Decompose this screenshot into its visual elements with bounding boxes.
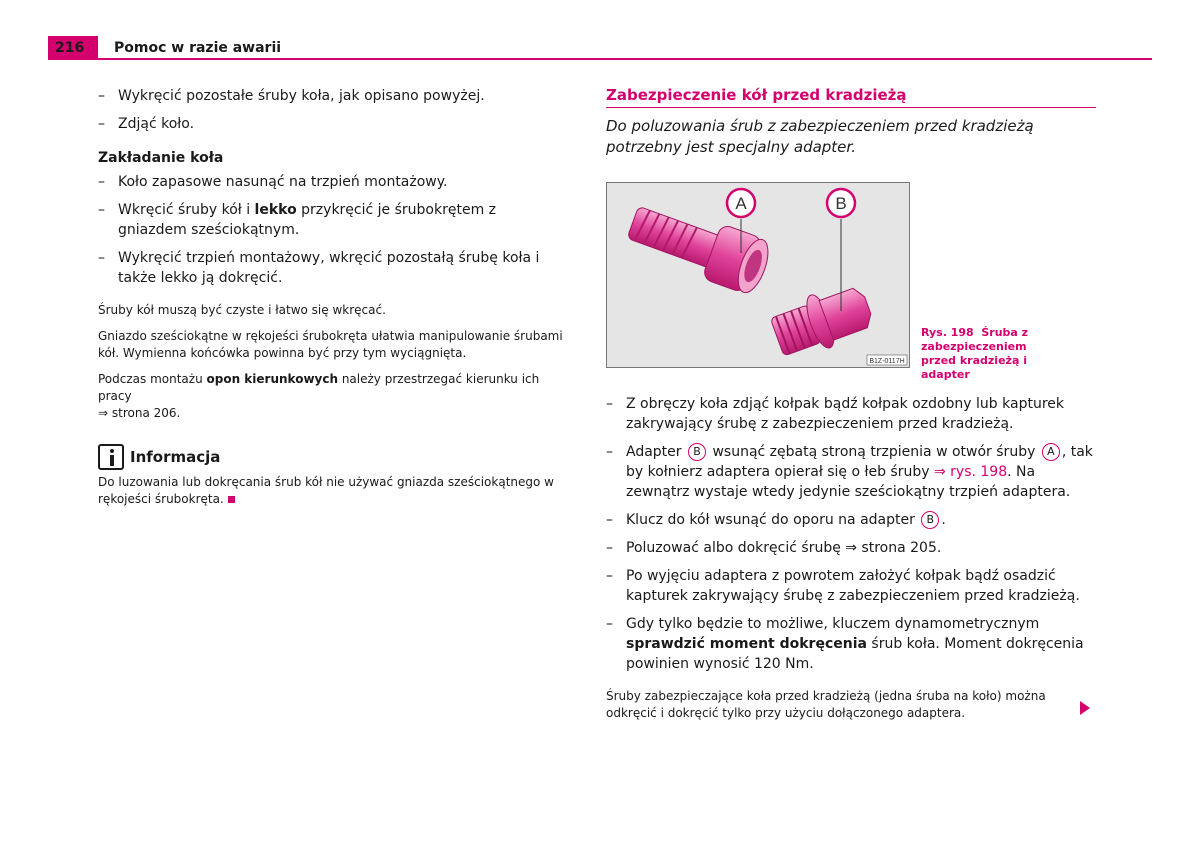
note-paragraph: Gniazdo sześciokątne w rękojeści śrubokręta ułatwia manipulowanie śrubami kół. Wymienna końcówka powinna być przy tym wyciągnięta. — [98, 329, 563, 360]
label-b-inline: B — [688, 443, 706, 461]
list-item: – Koło zapasowe nasunąć na trzpień montażowy. — [98, 174, 448, 190]
figure-image — [606, 182, 910, 368]
footer-note: Śruby zabezpieczające koła przed kradzieżą (jedna śruba na koło) można odkręcić i dokręcić tylko przy użyciu dołączonego adaptera. — [606, 689, 1046, 720]
note-paragraph: Śruby kół muszą być czyste i łatwo się wkręcać. — [98, 303, 386, 317]
info-box — [98, 444, 568, 508]
figure-reference-link[interactable]: ⇒ rys. 198 — [933, 464, 1008, 480]
label-a-inline: A — [1042, 443, 1060, 461]
section-title: Pomoc w razie awarii — [114, 40, 282, 56]
label-a-text: A — [735, 194, 747, 213]
left-column — [98, 86, 568, 517]
list-item: – Adapter B wsunąć zębatą stroną trzpienia w otwór śruby A , tak by kołnierz adaptera opierał się o łeb śruby ⇒ rys. 198. Na zewnątrz wystaje wtedy jedynie sześciokątny trzpień adaptera. — [606, 444, 1093, 500]
list-item: – Klucz do kół wsunąć do oporu na adapter B . — [606, 512, 946, 528]
procedure-list — [606, 394, 1096, 674]
label-b-inline: B — [921, 511, 939, 529]
header-rule — [48, 58, 1152, 60]
figure-code: B1Z-0117H — [869, 358, 905, 365]
figure — [606, 182, 1096, 381]
end-of-section-icon — [228, 496, 235, 503]
info-icon — [98, 444, 124, 470]
bolt-adapter-illustration — [607, 183, 909, 367]
section-heading: Zabezpieczenie kół przed kradzieżą — [606, 86, 1096, 108]
list-item: – Poluzować albo dokręcić śrubę ⇒ strona 205. — [606, 540, 942, 556]
continue-arrow-icon[interactable] — [1080, 701, 1090, 715]
page-number: 216 — [55, 40, 85, 56]
list-item: – Z obręczy koła zdjąć kołpak bądź kołpak ozdobny lub kapturek zakrywający śrubę z zabezpieczeniem przed kradzieżą. — [606, 396, 1064, 432]
lead-paragraph: Do poluzowania śrub z zabezpieczeniem przed kradzieżą potrzebny jest specjalny adapter. — [606, 117, 1034, 156]
info-title: Informacja — [130, 448, 221, 466]
list-item: – Wykręcić trzpień montażowy, wkręcić pozostałą śrubę koła i także lekko ją dokręcić. — [98, 250, 540, 286]
figure-caption: Rys. 198 Śruba z zabezpieczeniem przed kradzieżą i adapter — [921, 326, 1029, 381]
info-text: Do luzowania lub dokręcania śrub kół nie używać gniazda sześciokątnego w rękojeści śrubokręta. — [98, 475, 554, 506]
label-b-text: B — [835, 194, 847, 213]
subheading-wheel-mounting: Zakładanie koła — [98, 150, 224, 166]
list-item: – Po wyjęciu adaptera z powrotem założyć kołpak bądź osadzić kapturek zakrywający śrubę z zabezpieczeniem przed kradzieżą. — [606, 568, 1080, 604]
list-item: – Gdy tylko będzie to możliwe, kluczem dynamometrycznym sprawdzić moment dokręcenia śrub koła. Moment dokręcenia powinien wynosić 120 Nm. — [606, 616, 1084, 672]
page-reference-link[interactable]: ⇒ strona 206. — [98, 406, 181, 420]
list-item: – Wykręcić pozostałe śruby koła, jak opisano powyżej. — [98, 88, 485, 104]
note-paragraph: Podczas montażu opon kierunkowych należy przestrzegać kierunku ich pracy ⇒ strona 206. — [98, 372, 540, 420]
right-column — [606, 86, 1096, 731]
list-item: – Wkręcić śruby kół i lekko przykręcić je śrubokrętem z gniazdem sześciokątnym. — [98, 202, 496, 238]
list-item: – Zdjąć koło. — [98, 116, 195, 132]
